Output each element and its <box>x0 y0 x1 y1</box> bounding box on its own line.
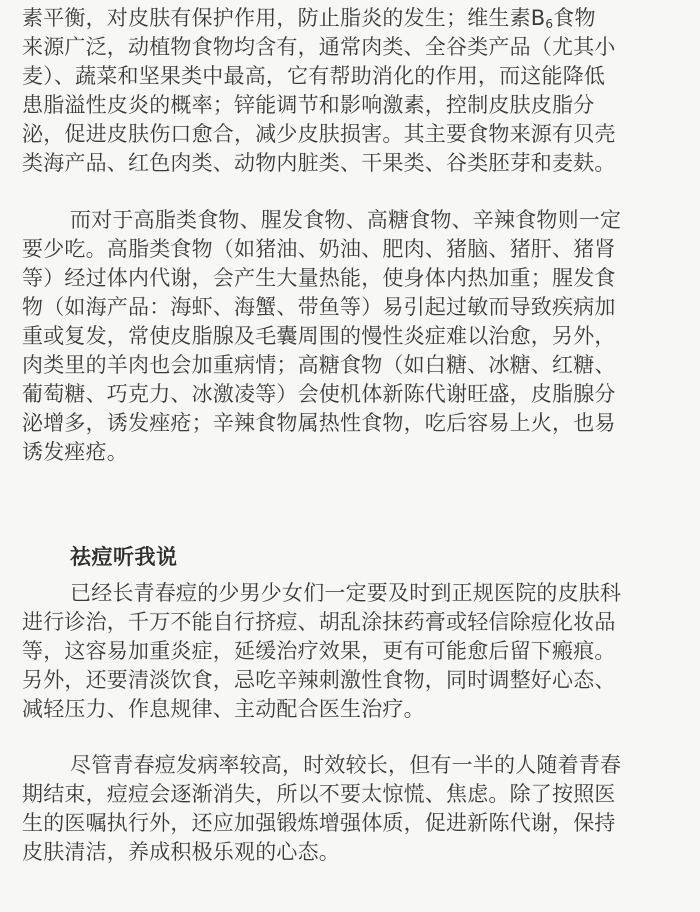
paragraph-clinic <box>22 579 682 724</box>
text-line: 肉类里的羊肉也会加重病情；高糖食物（如白糖、冰糖、红糖、 <box>22 353 616 377</box>
section-heading: 祛痘听我说 <box>70 545 178 569</box>
text-line: 皮肤清洁，养成积极乐观的心态。 <box>22 840 340 864</box>
paragraph-outlook <box>22 751 682 867</box>
text-line: 类海产品、红色肉类、动物内脏类、干果类、谷类胚芽和麦麸。 <box>22 151 616 175</box>
text-line: 来源广泛，动植物食物均含有，通常肉类、全谷类产品（尤其小 <box>22 35 616 59</box>
text-line: 等）经过体内代谢，会产生大量热能，使身体内热加重；腥发食 <box>22 266 616 290</box>
text-line: 而对于高脂类食物、腥发食物、高糖食物、辛辣食物则一定 <box>70 208 622 232</box>
text-line: 期结束，痘痘会逐渐消失，所以不要太惊慌、焦虑。除了按照医 <box>22 782 616 806</box>
text-line: 减轻压力、作息规律、主动配合医生治疗。 <box>22 697 425 721</box>
text-line: 麦）、蔬菜和坚果类中最高，它有帮助消化的作用，而这能降低 <box>22 64 606 88</box>
text-line: 进行诊治，千万不能自行挤痘、胡乱涂抹药膏或轻信除痘化妆品 <box>22 610 616 634</box>
text-line: 要少吃。高脂类食物（如猪油、奶油、肥肉、猪脑、猪肝、猪肾 <box>22 237 616 261</box>
text-line: 诱发痤疮。 <box>22 440 128 464</box>
text-line: 尽管青春痘发病率较高，时效较长，但有一半的人随着青春 <box>70 753 622 777</box>
text-line: 物（如海产品：海虾、海蟹、带鱼等）易引起过敏而导致疾病加 <box>22 295 616 319</box>
text-line: 泌，促进皮肤伤口愈合，减少皮肤损害。其主要食物来源有贝壳 <box>22 122 616 146</box>
text-line: 泌增多，诱发痤疮；辛辣食物属热性食物，吃后容易上火，也易 <box>22 411 616 435</box>
text-line: 已经长青春痘的少男少女们一定要及时到正规医院的皮肤科 <box>70 581 622 605</box>
paragraph-avoid-foods <box>22 206 682 467</box>
text-line: 生的医嘱执行外，还应加强锻炼增强体质，促进新陈代谢，保持 <box>22 811 616 835</box>
paragraph-vitamins <box>22 4 682 178</box>
text-line: 葡萄糖、巧克力、冰激凌等）会使机体新陈代谢旺盛，皮脂腺分 <box>22 382 616 406</box>
text-line: 重或复发，常使皮脂腺及毛囊周围的慢性炎症难以治愈，另外， <box>22 324 616 348</box>
text-line: 另外，还要清淡饮食，忌吃辛辣刺激性食物，同时调整好心态、 <box>22 668 616 692</box>
text-line: 等，这容易加重炎症，延缓治疗效果，更有可能愈后留下瘢痕。 <box>22 639 616 663</box>
text-line: 患脂溢性皮炎的概率；锌能调节和影响激素，控制皮肤皮脂分 <box>22 93 595 117</box>
subscript-6: 6 <box>545 17 554 31</box>
text-line: 素平衡，对皮肤有保护作用，防止脂炎的发生；维生素$B_6$食物 <box>22 6 596 31</box>
